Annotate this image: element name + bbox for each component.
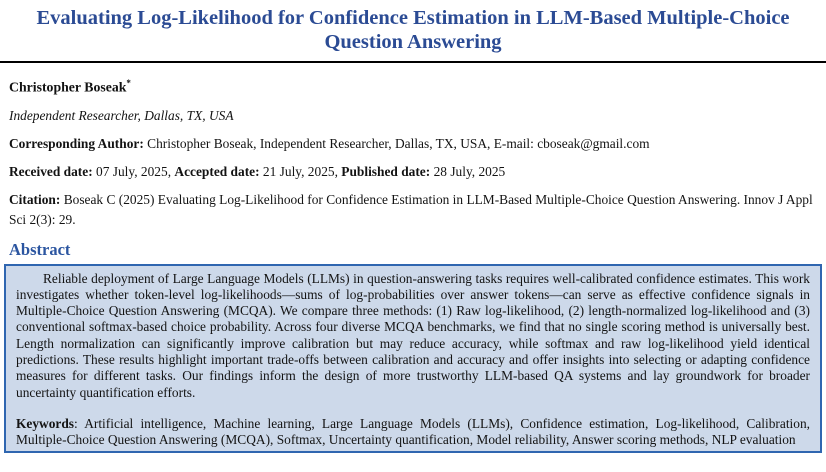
abstract-body: Reliable deployment of Large Language Models (LLMs) in question-answering tasks requires well-calibrated confidence estimates. This work investigates whether token-level log-likelihoods—sums of log-probabilities over answer tokens—can serve as effective confidence signals in Multiple-Choice Question Answering (MCQA). We compare three methods: (1) Raw log-likelihood, (2) length-normalized log-likelihood and (3) conventional softmax-based choice probability. Across four diverse MCQA benchmarks, we find that no single scoring method is universally best. Length normalization can significantly improve calibration but may reduce accuracy, while softmax and raw log-likelihood yield identical predictions. These results highlight important trade-offs between calibration and accuracy and offer insights into selecting or adapting confidence measures for different tasks. Our findings inform the design of more trustworthy LLM-based QA systems and lay groundwork for broader uncertainty quantification efforts. (16, 270, 810, 400)
accepted-date-label: Accepted date: (174, 163, 260, 179)
received-date-label: Received date: (9, 163, 93, 179)
paper-page (0, 6, 826, 453)
received-date-value: 07 July, 2025, (96, 163, 172, 179)
abstract-heading: Abstract (9, 239, 71, 259)
author-affiliation: Independent Researcher, Dallas, TX, USA (9, 107, 234, 123)
published-date-label: Published date: (341, 163, 431, 179)
author-line (9, 73, 817, 98)
published-date-value: 28 July, 2025 (433, 163, 506, 179)
corresponding-author-line (9, 134, 817, 154)
paper-title: Evaluating Log-Likelihood for Confidence Estimation in LLM-Based Multiple-Choice Question Answering (36, 7, 790, 53)
keywords-label: Keywords (16, 415, 75, 431)
author-footnote-mark: * (126, 78, 131, 88)
dates-line (9, 162, 817, 182)
corresponding-author-text: Christopher Boseak, Independent Researcher, Dallas, TX, USA, E-mail: cboseak@gmail.com (147, 135, 650, 151)
citation-line (9, 190, 817, 230)
accepted-date-value: 21 July, 2025, (262, 163, 338, 179)
author-name: Christopher Boseak (9, 79, 127, 95)
keywords-text: : Artificial intelligence, Machine learning, Large Language Models (LLMs), Confidence estimation, Log-likelihood, Calibration, Multiple-Choice Question Answering (MCQA), Softmax, Uncertainty quantification, Model reliability, Answer scoring methods, NLP evaluation (16, 415, 810, 448)
header-block (0, 63, 826, 260)
citation-text: Boseak C (2025) Evaluating Log-Likelihood for Confidence Estimation in LLM-Based Multiple-Choice Question Answering. Innov J Appl Sci 2(3): 29. (9, 191, 813, 227)
corresponding-author-label: Corresponding Author: (9, 135, 144, 151)
keywords-line (16, 416, 810, 449)
citation-label: Citation: (9, 191, 61, 207)
abstract-box (4, 264, 822, 454)
